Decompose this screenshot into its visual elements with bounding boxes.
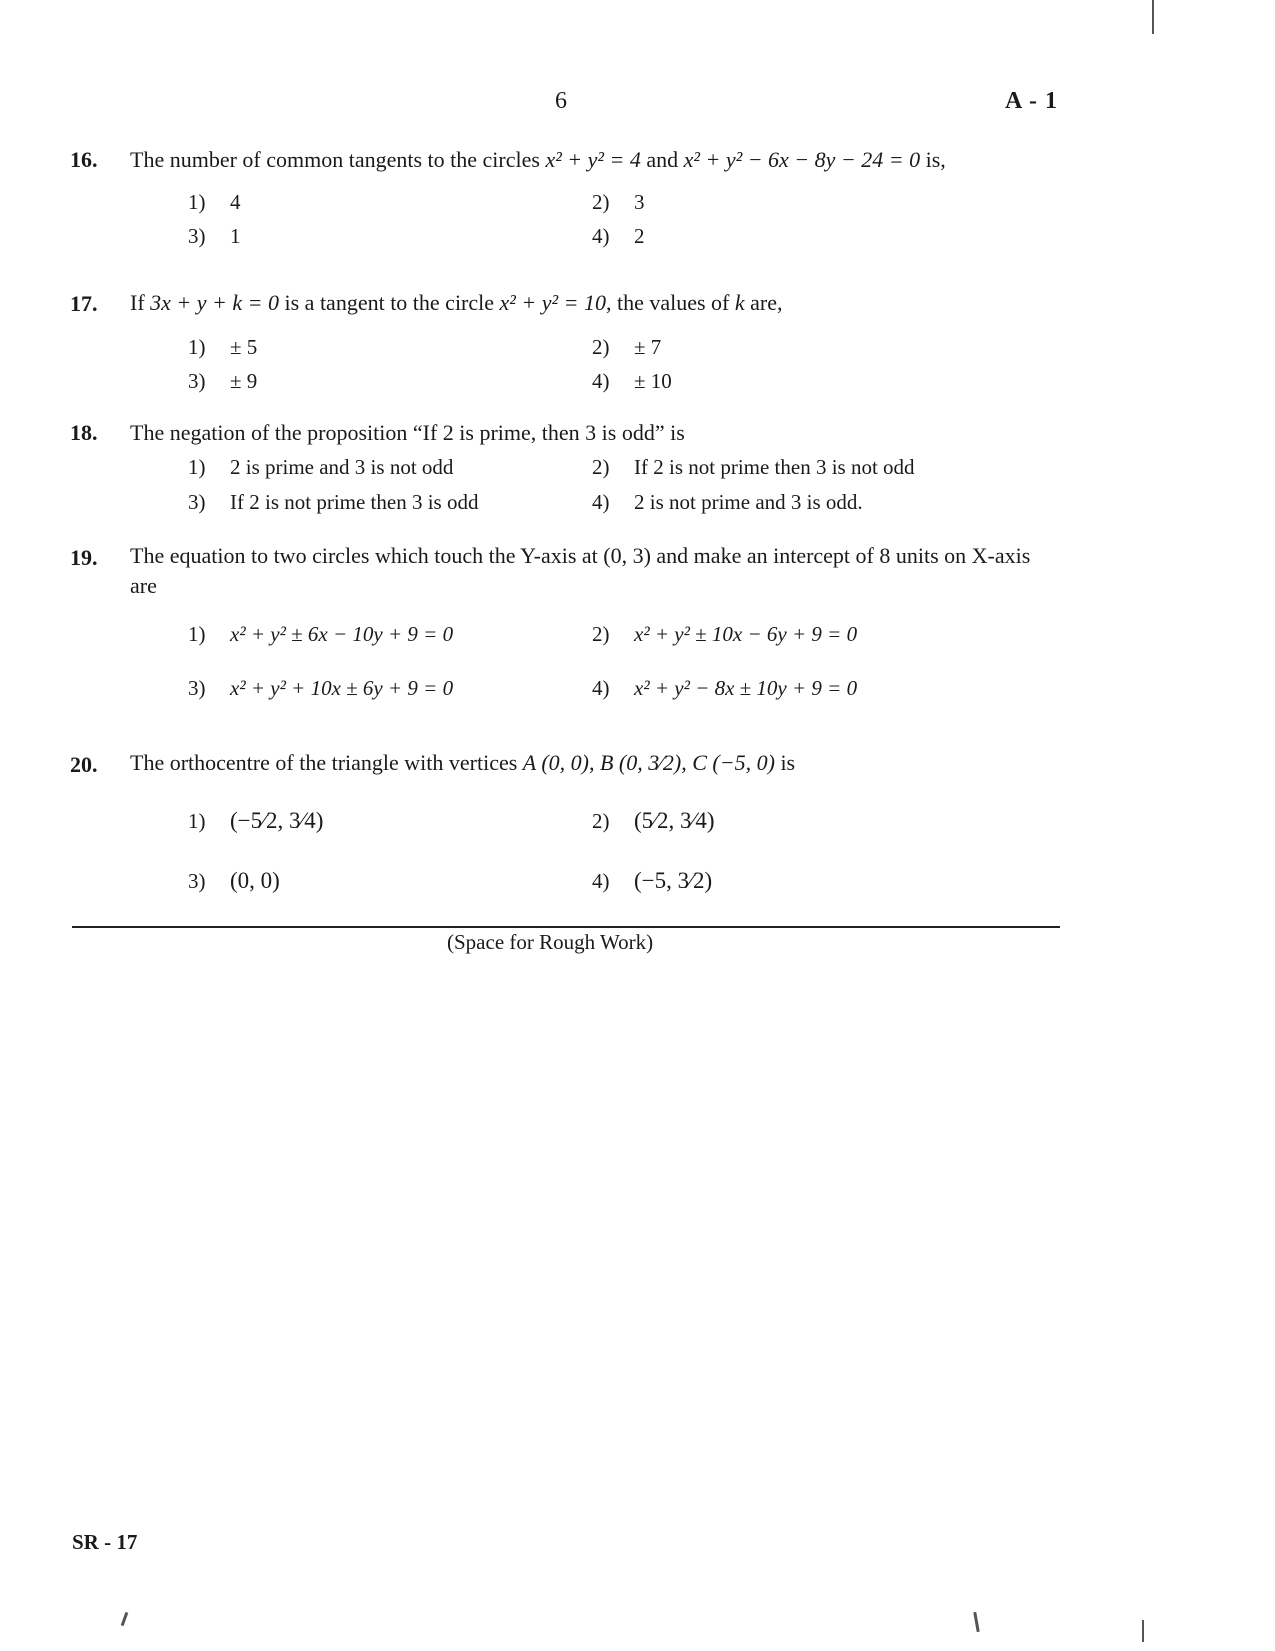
question-text: The negation of the proposition “If 2 is prime, then 3 is odd” is [130, 420, 685, 445]
option[interactable]: 3) x² + y² + 10x ± 6y + 9 = 0 [188, 676, 454, 700]
equation: x² + y² = 4 [545, 147, 641, 172]
question-text: If 3x + y + k = 0 is a tangent to the circle x² + y² = 10, the values of k are, [130, 290, 783, 315]
divider-line [72, 926, 1060, 928]
option[interactable]: 1) ± 5 [188, 335, 258, 359]
page-number: 6 [555, 88, 567, 114]
option[interactable]: 1) x² + y² ± 6x − 10y + 9 = 0 [188, 622, 454, 646]
question-number: 16. [70, 147, 98, 172]
question-number: 17. [70, 291, 98, 316]
question-text: The orthocentre of the triangle with vertices A (0, 0), B (0, 3⁄2), C (−5, 0) is [130, 750, 796, 775]
option[interactable]: 2) If 2 is not prime then 3 is not odd [592, 455, 915, 479]
scan-mark [973, 1612, 979, 1632]
option[interactable]: 3) If 2 is not prime then 3 is odd [188, 490, 479, 514]
option[interactable]: 2) x² + y² ± 10x − 6y + 9 = 0 [592, 622, 858, 646]
option[interactable]: 2) ± 7 [592, 335, 662, 359]
question-text: The equation to two circles which touch the Y-axis at (0, 3) and make an intercept of 8 units on X-axis are [130, 543, 1031, 598]
option[interactable]: 2) (5⁄2, 3⁄4) [592, 808, 715, 833]
vertices: A (0, 0), B (0, 3⁄2), C (−5, 0) [522, 750, 775, 775]
equation: x² + y² = 10 [499, 290, 606, 315]
equation: x² + y² − 6x − 8y − 24 = 0 [683, 147, 921, 172]
scan-mark [1142, 1620, 1144, 1642]
option[interactable]: 3) ± 9 [188, 369, 258, 393]
option[interactable]: 2) 3 [592, 190, 645, 214]
booklet-code: A - 1 [1005, 88, 1058, 114]
equation: 3x + y + k = 0 [150, 290, 279, 315]
option[interactable]: 4) ± 10 [592, 369, 672, 393]
option[interactable]: 4) 2 [592, 224, 645, 248]
question-number: 18. [70, 420, 98, 445]
option[interactable]: 4) 2 is not prime and 3 is odd. [592, 490, 863, 514]
option[interactable]: 4) (−5, 3⁄2) [592, 868, 713, 893]
question-number: 20. [70, 752, 98, 777]
option[interactable]: 1) 2 is prime and 3 is not odd [188, 455, 454, 479]
footer-code: SR - 17 [72, 1530, 138, 1554]
question-text: The number of common tangents to the circles x² + y² = 4 and x² + y² − 6x − 8y − 24 = 0 is, [130, 147, 946, 172]
option[interactable]: 3) 1 [188, 224, 241, 248]
option[interactable]: 1) 4 [188, 190, 241, 214]
option[interactable]: 1) (−5⁄2, 3⁄4) [188, 808, 324, 833]
scan-mark [121, 1612, 129, 1626]
option[interactable]: 3) (0, 0) [188, 868, 280, 893]
option[interactable]: 4) x² + y² − 8x ± 10y + 9 = 0 [592, 676, 858, 700]
rough-work-label: (Space for Rough Work) [447, 930, 654, 954]
question-number: 19. [70, 545, 98, 570]
scan-mark [1152, 0, 1154, 34]
